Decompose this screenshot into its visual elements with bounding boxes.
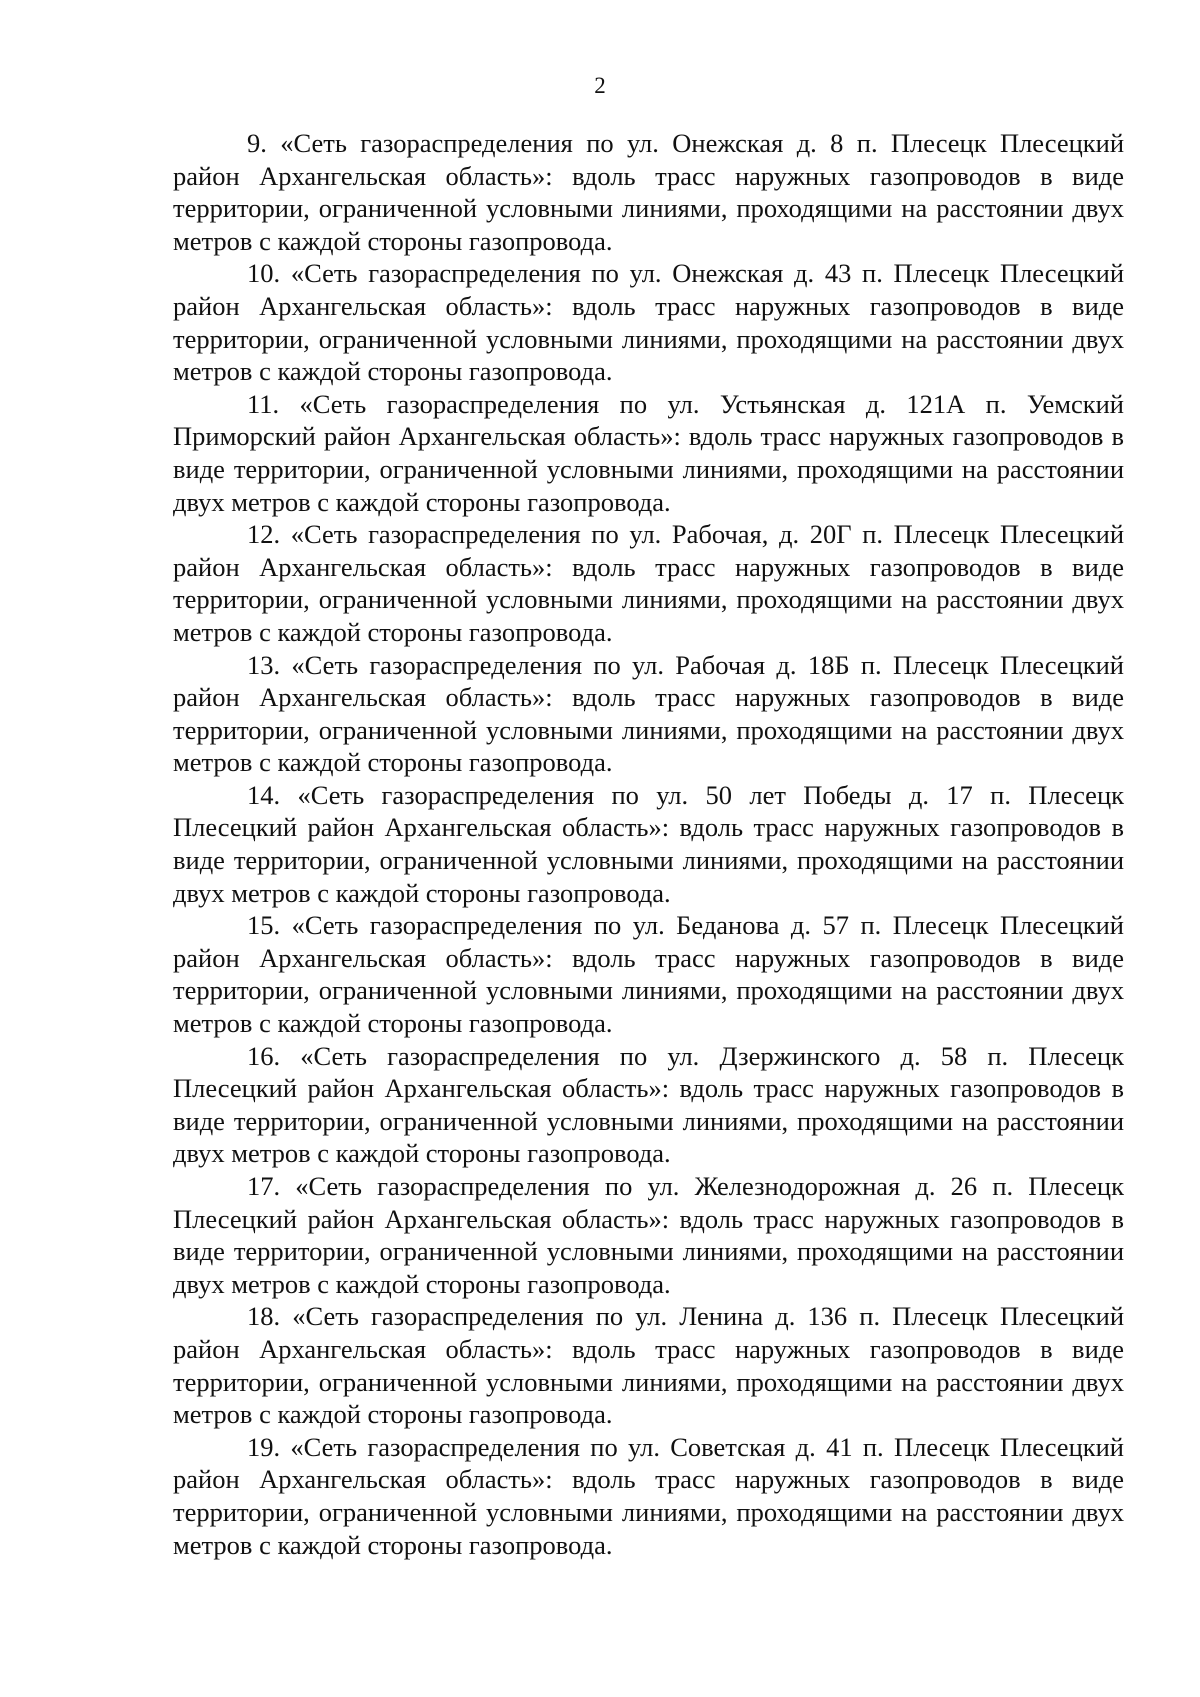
document-body: [173, 127, 1124, 1561]
list-item: 14. «Сеть газораспределения по ул. 50 лет Победы д. 17 п. Плесецк Плесецкий район Архангельская область»: вдоль трасс наружных газопроводов в виде территории, ограниченной условными линиями, проходящими на расстоянии двух метров с каждой стороны газопровода.: [173, 779, 1124, 908]
page-number: 2: [594, 73, 606, 98]
list-item: 12. «Сеть газораспределения по ул. Рабочая, д. 20Г п. Плесецк Плесецкий район Архангельская область»: вдоль трасс наружных газопроводов в виде территории, ограниченной условными линиями, проходящими на расстоянии двух метров с каждой стороны газопровода.: [173, 519, 1124, 647]
list-item: 15. «Сеть газораспределения по ул. Беданова д. 57 п. Плесецк Плесецкий район Архангельская область»: вдоль трасс наружных газопроводов в виде территории, ограниченной условными линиями, проходящими на расстоянии двух метров с каждой стороны газопровода.: [173, 910, 1124, 1039]
list-item: 16. «Сеть газораспределения по ул. Дзержинского д. 58 п. Плесецк Плесецкий район Архангельская область»: вдоль трасс наружных газопроводов в виде территории, ограниченной условными линиями, проходящими на расстоянии двух метров с каждой стороны газопровода.: [173, 1040, 1124, 1169]
list-item: 17. «Сеть газораспределения по ул. Железнодорожная д. 26 п. Плесецк Плесецкий район Архангельская область»: вдоль трасс наружных газопроводов в виде территории, ограниченной условными линиями, проходящими на расстоянии двух метров с каждой стороны газопровода.: [173, 1171, 1124, 1299]
list-item: 19. «Сеть газораспределения по ул. Советская д. 41 п. Плесецк Плесецкий район Архангельская область»: вдоль трасс наружных газопроводов в виде территории, ограниченной условными линиями, проходящими на расстоянии двух метров с каждой стороны газопровода.: [173, 1431, 1124, 1560]
list-item: 13. «Сеть газораспределения по ул. Рабочая д. 18Б п. Плесецк Плесецкий район Архангельская область»: вдоль трасс наружных газопроводов в виде территории, ограниченной условными линиями, проходящими на расстоянии двух метров с каждой стороны газопровода.: [173, 649, 1124, 778]
list-item: 18. «Сеть газораспределения по ул. Ленина д. 136 п. Плесецк Плесецкий район Архангельская область»: вдоль трасс наружных газопроводов в виде территории, ограниченной условными линиями, проходящими на расстоянии двух метров с каждой стороны газопровода.: [173, 1301, 1124, 1430]
list-item: 11. «Сеть газораспределения по ул. Устьянская д. 121А п. Уемский Приморский район Архангельская область»: вдоль трасс наружных газопроводов в виде территории, ограниченной условными линиями, проходящими на расстоянии двух метров с каждой стороны газопровода.: [173, 388, 1124, 517]
list-item: 9. «Сеть газораспределения по ул. Онежская д. 8 п. Плесецк Плесецкий район Архангельская область»: вдоль трасс наружных газопроводов в виде территории, ограниченной условными линиями, проходящими на расстоянии двух метров с каждой стороны газопровода.: [173, 128, 1124, 256]
list-item: 10. «Сеть газораспределения по ул. Онежская д. 43 п. Плесецк Плесецкий район Архангельская область»: вдоль трасс наружных газопроводов в виде территории, ограниченной условными линиями, проходящими на расстоянии двух метров с каждой стороны газопровода.: [173, 258, 1124, 387]
